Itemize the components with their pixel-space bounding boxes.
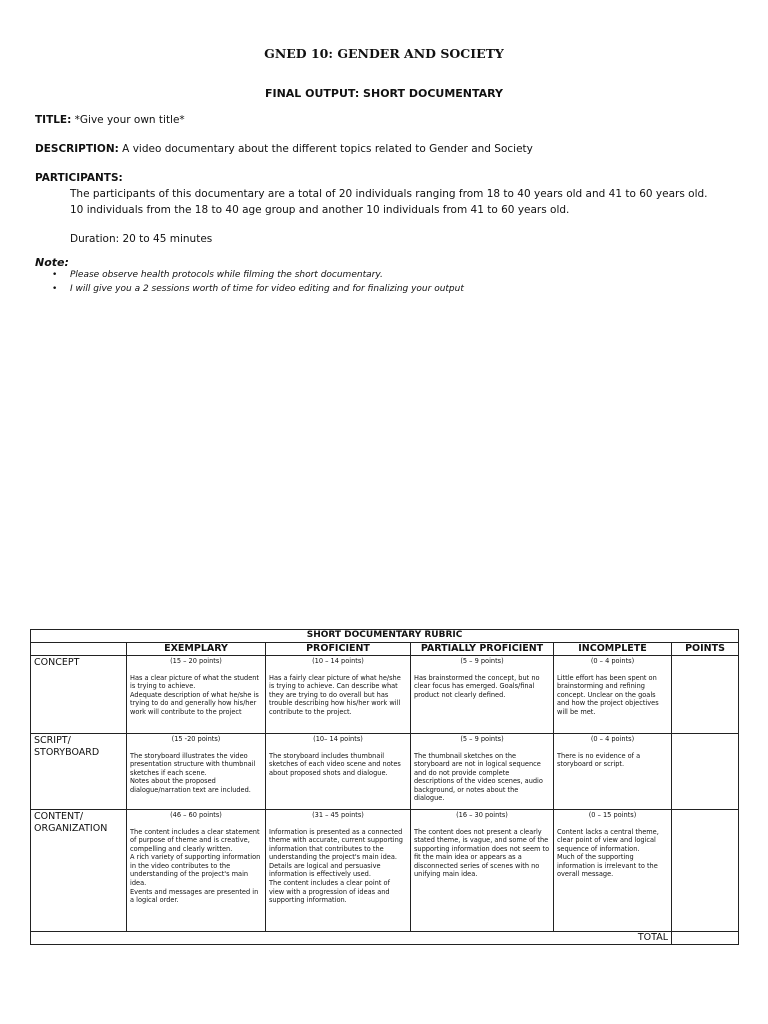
header-blank-cell [31, 642, 127, 655]
points-range: (10– 14 points) [313, 735, 363, 744]
title-line [35, 114, 185, 126]
criterion-concept: CONCEPT [31, 656, 127, 734]
points-cell[interactable] [672, 810, 739, 932]
cell-description: Information is presented as a connected theme with accurate, current supporting information that contributes to the understanding the project's main idea. Details are logical and persuasive information is effectively used. The content includes a clear point of view with a progression of ideas and supporting information. [269, 827, 403, 905]
rubric-cell [127, 810, 266, 932]
participants-line-2: 10 individuals from the 18 to 40 age group and another 10 individuals from 41 to 60 years old. [70, 204, 570, 216]
rubric-table [30, 629, 739, 945]
cell-description: The thumbnail sketches on the storyboard are not in logical sequence and do not provide complete descriptions of the video scenes, audio background, or notes about the dialogue. [414, 751, 543, 803]
rubric-cell [266, 656, 411, 734]
total-label: TOTAL [31, 932, 672, 945]
cell-description: There is no evidence of a storyboard or script. [557, 751, 641, 769]
cell-description: Has a clear picture of what the student is trying to achieve. Adequate description of what he/she is trying to do and generally how his/her work will contribute to the project [130, 673, 260, 716]
rubric-cell [266, 810, 411, 932]
rubric-row-concept [31, 656, 739, 734]
note-item: • Please observe health protocols while filming the short documentary. [50, 270, 464, 284]
description-label: DESCRIPTION: [35, 143, 119, 155]
cell-description: The content does not present a clearly stated theme, is vague, and some of the supporting information does not seem to fit the main idea or appears as a disconnected series of scenes with no unifying main idea. [414, 827, 550, 879]
course-title: GNED 10: GENDER AND SOCIETY [264, 46, 504, 61]
points-cell[interactable] [672, 656, 739, 734]
cell-description: The storyboard includes thumbnail sketches of each video scene and notes about proposed shots and dialogue. [269, 751, 401, 777]
points-range: (5 – 9 points) [460, 657, 504, 666]
points-range: (0 – 4 points) [590, 657, 635, 666]
note-label: Note: [35, 256, 69, 269]
points-range: (15 – 20 points) [170, 657, 222, 666]
column-header-points: POINTS [672, 642, 739, 655]
column-header-incomplete: INCOMPLETE [554, 642, 672, 655]
note-list [50, 270, 464, 298]
note-item: • I will give you a 2 sessions worth of time for video editing and for finalizing your output [50, 284, 464, 298]
title-label: TITLE: [35, 114, 72, 126]
column-header-partially-proficient: PARTIALLY PROFICIENT [411, 642, 554, 655]
rubric-row-content [31, 810, 739, 932]
rubric-title: SHORT DOCUMENTARY RUBRIC [31, 630, 739, 643]
participants-label-line [35, 172, 123, 184]
points-range: (16 – 30 points) [456, 811, 508, 820]
rubric-row-script [31, 734, 739, 810]
rubric-cell [127, 656, 266, 734]
rubric-cell [411, 810, 554, 932]
points-range: (0 – 15 points) [588, 811, 637, 820]
rubric-cell [554, 734, 672, 810]
rubric-cell [411, 656, 554, 734]
criterion-content-organization: CONTENT/ ORGANIZATION [31, 810, 127, 932]
criterion-script-storyboard: SCRIPT/ STORYBOARD [31, 734, 127, 810]
description-line [35, 143, 533, 155]
final-output-heading: FINAL OUTPUT: SHORT DOCUMENTARY [264, 87, 503, 100]
column-header-exemplary: EXEMPLARY [127, 642, 266, 655]
cell-description: Little effort has been spent on brainstorming and refining concept. Unclear on the goals and how the project objectives will be met. [557, 673, 659, 716]
cell-description: Has a fairly clear picture of what he/she is trying to achieve. Can describe what they are trying to do overall but has trouble describing how his/her work will contribute to the project. [269, 673, 401, 716]
cell-description: The content includes a clear statement of purpose of theme and is creative, compelling and clearly written. A rich variety of supporting information in the video contributes to the understanding of the project's main idea. Events and messages are presented in a logical order. [130, 827, 261, 905]
rubric-cell [411, 734, 554, 810]
participants-line-1: The participants of this documentary are a total of 20 individuals ranging from 18 to 40 years old and 41 to 60 years old. [70, 188, 708, 200]
points-range: (15 -20 points) [171, 735, 221, 744]
participants-label: PARTICIPANTS: [35, 172, 123, 184]
points-range: (31 – 45 points) [312, 811, 364, 820]
rubric-cell [127, 734, 266, 810]
cell-description: Has brainstormed the concept, but no clear focus has emerged. Goals/final product not clearly defined. [414, 673, 540, 699]
points-range: (0 – 4 points) [590, 735, 635, 744]
description-value: A video documentary about the different topics related to Gender and Society [122, 143, 533, 155]
points-range: (10 – 14 points) [312, 657, 364, 666]
cell-description: The storyboard illustrates the video presentation structure with thumbnail sketches if each scene. Notes about the proposed dialogue/narration text are included. [130, 751, 256, 794]
title-value: *Give your own title* [74, 114, 185, 126]
total-points-cell[interactable] [672, 932, 739, 945]
cell-description: Content lacks a central theme, clear point of view and logical sequence of information. Much of the supporting information is irrelevant to the overall message. [557, 827, 659, 879]
rubric-cell [554, 810, 672, 932]
points-range: (5 – 9 points) [460, 735, 504, 744]
points-cell[interactable] [672, 734, 739, 810]
rubric-cell [266, 734, 411, 810]
points-range: (46 – 60 points) [170, 811, 222, 820]
rubric-cell [554, 656, 672, 734]
column-header-proficient: PROFICIENT [266, 642, 411, 655]
duration-line: Duration: 20 to 45 minutes [70, 233, 213, 245]
